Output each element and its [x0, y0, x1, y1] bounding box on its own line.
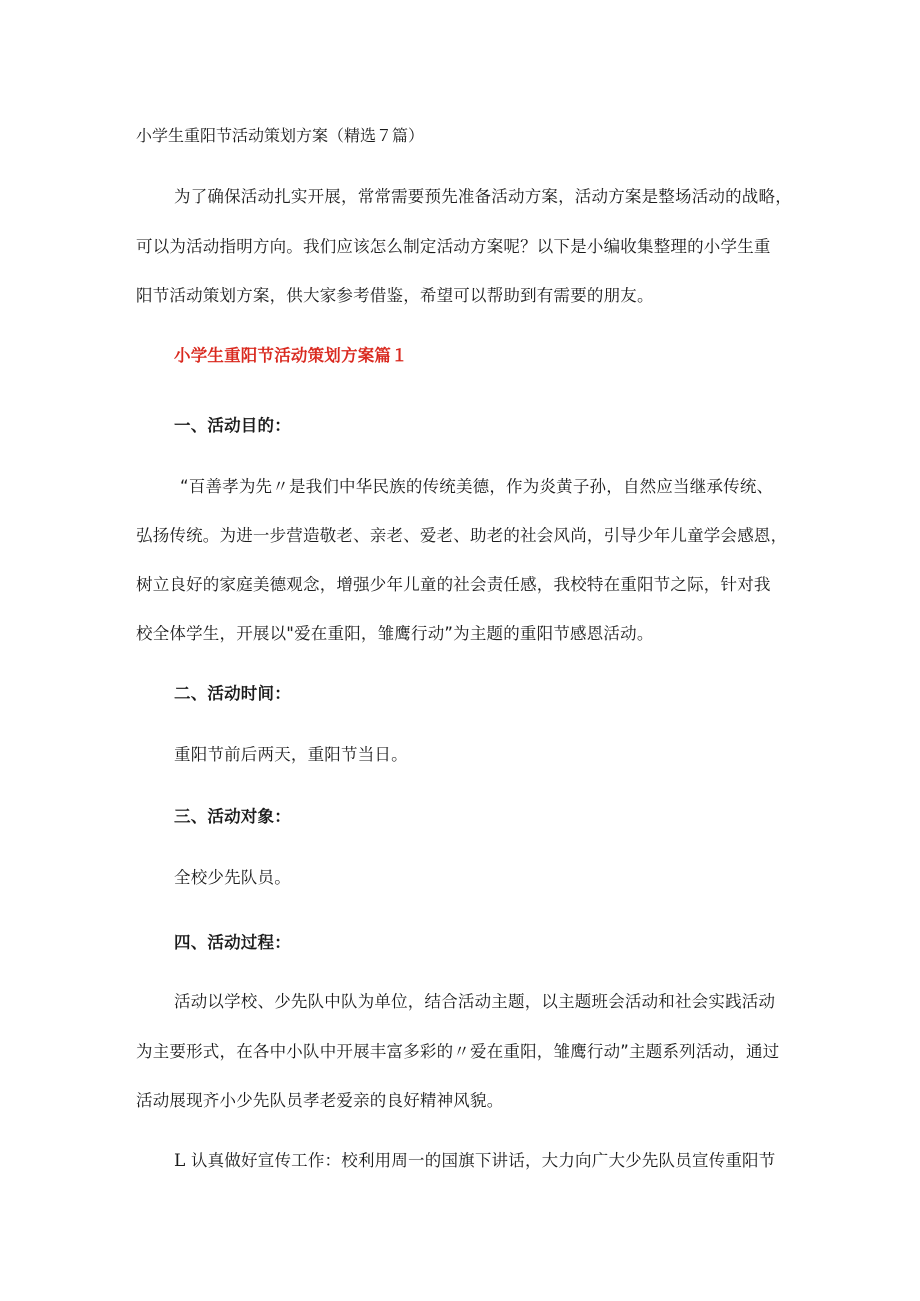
- audience-text: 全校少先队员。: [174, 868, 291, 887]
- intro-line-3: 阳节活动策划方案，供大家参考借鉴，希望可以帮助到有需要的朋友。: [136, 286, 654, 305]
- section-title: 小学生重阳节活动策划方案篇１: [174, 346, 408, 365]
- process-line-2: 为主要形式，在各中小队中开展丰富多彩的〃爱在重阳，雏鹰行动”主题系列活动，通过: [136, 1042, 780, 1061]
- process-item-1-text: 认真做好宣传工作：校利用周一的国旗下讲话，大力向广大少先队员宣传重阳节: [190, 1151, 776, 1170]
- document-title: 小学生重阳节活动策划方案（精选７篇）: [136, 126, 425, 145]
- intro-line-1: 为了确保活动扎实开展，常常需要预先准备活动方案，活动方案是整场活动的战略，: [174, 187, 792, 206]
- purpose-line-4: 校全体学生，开展以"爱在重阳，雏鹰行动”为主题的重阳节感恩活动。: [136, 624, 654, 643]
- purpose-line-1: “百善孝为先〃是我们中华民族的传统美德，作为炎黄子孙，自然应当继承传统、: [180, 477, 774, 496]
- process-item-1: [174, 1150, 775, 1172]
- intro-line-2: 可以为活动指明方向。我们应该怎么制定活动方案呢？以下是小编收集整理的小学生重: [136, 237, 771, 256]
- time-text: 重阳节前后两天，重阳节当日。: [174, 745, 408, 764]
- heading-process: 四、活动过程：: [174, 933, 291, 952]
- purpose-line-2: 弘扬传统。为进一步营造敬老、亲老、爱老、助老的社会风尚，引导少年儿童学会感恩，: [136, 526, 788, 545]
- process-line-3: 活动展现齐小少先队员孝老爱亲的良好精神风貌。: [136, 1091, 504, 1110]
- heading-time: 二、活动时间：: [174, 684, 291, 703]
- process-line-1: 活动以学校、少先队中队为单位，结合活动主题，以主题班会活动和社会实践活动: [174, 992, 776, 1011]
- list-marker: L: [174, 1151, 186, 1171]
- purpose-line-3: 树立良好的家庭美德观念，增强少年儿童的社会责任感，我校特在重阳节之际，针对我: [136, 575, 771, 594]
- heading-purpose: 一、活动目的：: [174, 416, 291, 435]
- heading-audience: 三、活动对象：: [174, 807, 291, 826]
